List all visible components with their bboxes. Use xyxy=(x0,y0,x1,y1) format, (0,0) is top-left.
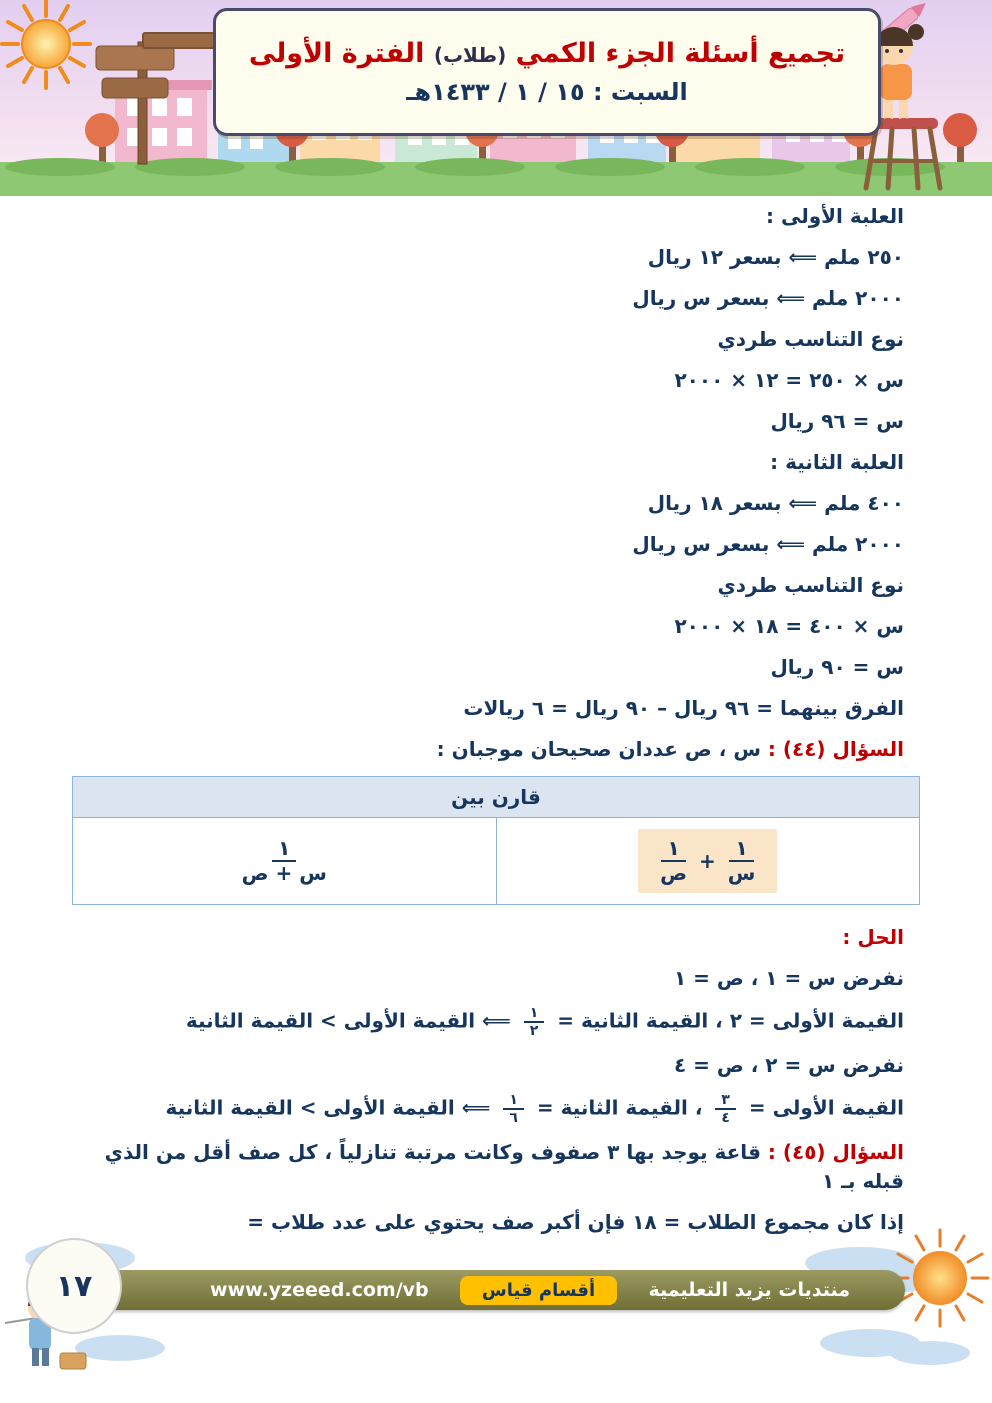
result-1-suffix: ⟸ القيمة الأولى > القيمة الثانية xyxy=(185,1008,511,1033)
plus-sign: + xyxy=(699,849,716,873)
document-body xyxy=(0,202,992,1249)
title-main-text: تجميع أسئلة الجزء الكمي xyxy=(515,38,846,69)
solution-heading: الحل : xyxy=(842,925,904,949)
result-1-prefix: القيمة الأولى = ٢ ، القيمة الثانية = xyxy=(557,1008,904,1033)
question-44-label: السؤال (٤٤) : xyxy=(767,737,904,761)
solution-line-2: ٢٥٠ ملم ⟸ بسعر ١٢ ريال xyxy=(647,245,904,269)
title-students-text: (طلاب) xyxy=(433,43,507,67)
footer-sun-icon xyxy=(892,1230,988,1326)
header-banner xyxy=(0,0,992,196)
question-45-text: قاعة يوجد بها ٣ صفوف وكانت مرتبة تنازلياً ، كل صف أقل من الذي قبله بـ ١ xyxy=(104,1140,904,1194)
fraction-one-over-seen: $\frac{١}{\text{س}}$ xyxy=(727,836,756,885)
footer-illustration xyxy=(0,1223,992,1403)
solution-line-10: نوع التناسب طردي xyxy=(717,573,904,597)
fraction-three-quarters: $\frac{٣}{٤}$ xyxy=(715,1092,736,1126)
title-period-text: الفترة الأولى xyxy=(248,38,425,69)
solution-line-3: ٢٠٠٠ ملم ⟸ بسعر س ريال xyxy=(632,286,904,310)
page-title xyxy=(249,38,845,69)
site-name: منتديات يزيد التعليمية xyxy=(648,1279,850,1301)
page-number-circle xyxy=(26,1238,122,1334)
fraction-one-over-sum: $\frac{١}{\text{س + ص}}$ xyxy=(241,836,327,885)
solution-line-12: س = ٩٠ ريال xyxy=(770,655,904,679)
comparison-table-row xyxy=(73,818,919,904)
site-url-link[interactable]: www.yzeeed.com/vb xyxy=(210,1279,429,1301)
fraction-one-over-saad: $\frac{١}{\text{ص}}$ xyxy=(660,836,688,885)
fraction-one-half: $\frac{١}{٢}$ xyxy=(524,1005,545,1039)
comparison-table-title: قارن بين xyxy=(73,777,919,818)
page-number: ١٧ xyxy=(55,1268,93,1304)
solution-line-6: س = ٩٦ ريال xyxy=(770,409,904,433)
question-45-continuation: إذا كان مجموع الطلاب = ١٨ فإن أكبر صف يحتوي على عدد طلاب = xyxy=(247,1210,904,1235)
solution-line-11: س × ٤٠٠ = ١٨ × ٢٠٠٠ xyxy=(674,614,904,638)
fraction-one-sixth: $\frac{١}{٦}$ xyxy=(503,1092,524,1126)
result-2-prefix: القيمة الأولى = xyxy=(748,1095,904,1120)
solution-line-7: العلبة الثانية : xyxy=(770,450,904,474)
ground-illustration xyxy=(0,158,992,196)
date-line: السبت : ١٥ / ١ / ١٤٣٣هـ xyxy=(406,78,688,106)
question-44-text: س ، ص عددان صحيحان موجبان : xyxy=(436,737,761,761)
result-line-1 xyxy=(72,1005,920,1039)
sections-badge: أقسام قياس xyxy=(460,1276,617,1305)
solution-line-1: العلبة الأولى : xyxy=(766,204,904,228)
question-44-line xyxy=(72,735,920,764)
question-45-label: السؤال (٤٥) : xyxy=(767,1140,904,1165)
question-45-line xyxy=(72,1138,920,1196)
solution-line-13: الفرق بينهما = ٩٦ ريال – ٩٠ ريال = ٦ ريالات xyxy=(463,696,904,720)
solution-line-8: ٤٠٠ ملم ⟸ بسعر ١٨ ريال xyxy=(647,491,904,515)
result-2-suffix: ⟸ القيمة الأولى > القيمة الثانية xyxy=(165,1095,491,1120)
result-line-2 xyxy=(72,1092,920,1126)
title-box xyxy=(213,8,881,136)
wooden-pole xyxy=(142,32,222,49)
comparison-table xyxy=(72,776,920,905)
highlighted-expression xyxy=(638,829,777,893)
assumption-line-1: نفرض س = ١ ، ص = ١ xyxy=(673,966,904,990)
solution-line-5: س × ٢٥٠ = ١٢ × ٢٠٠٠ xyxy=(674,368,904,392)
assumption-line-2: نفرض س = ٢ ، ص = ٤ xyxy=(673,1053,904,1078)
solution-line-4: نوع التناسب طردي xyxy=(717,327,904,351)
footer-band xyxy=(95,1270,905,1310)
comparison-left-cell xyxy=(73,818,497,904)
comparison-right-cell xyxy=(497,818,920,904)
solution-line-9: ٢٠٠٠ ملم ⟸ بسعر س ريال xyxy=(632,532,904,556)
result-2-middle: ، القيمة الثانية = xyxy=(536,1095,703,1120)
